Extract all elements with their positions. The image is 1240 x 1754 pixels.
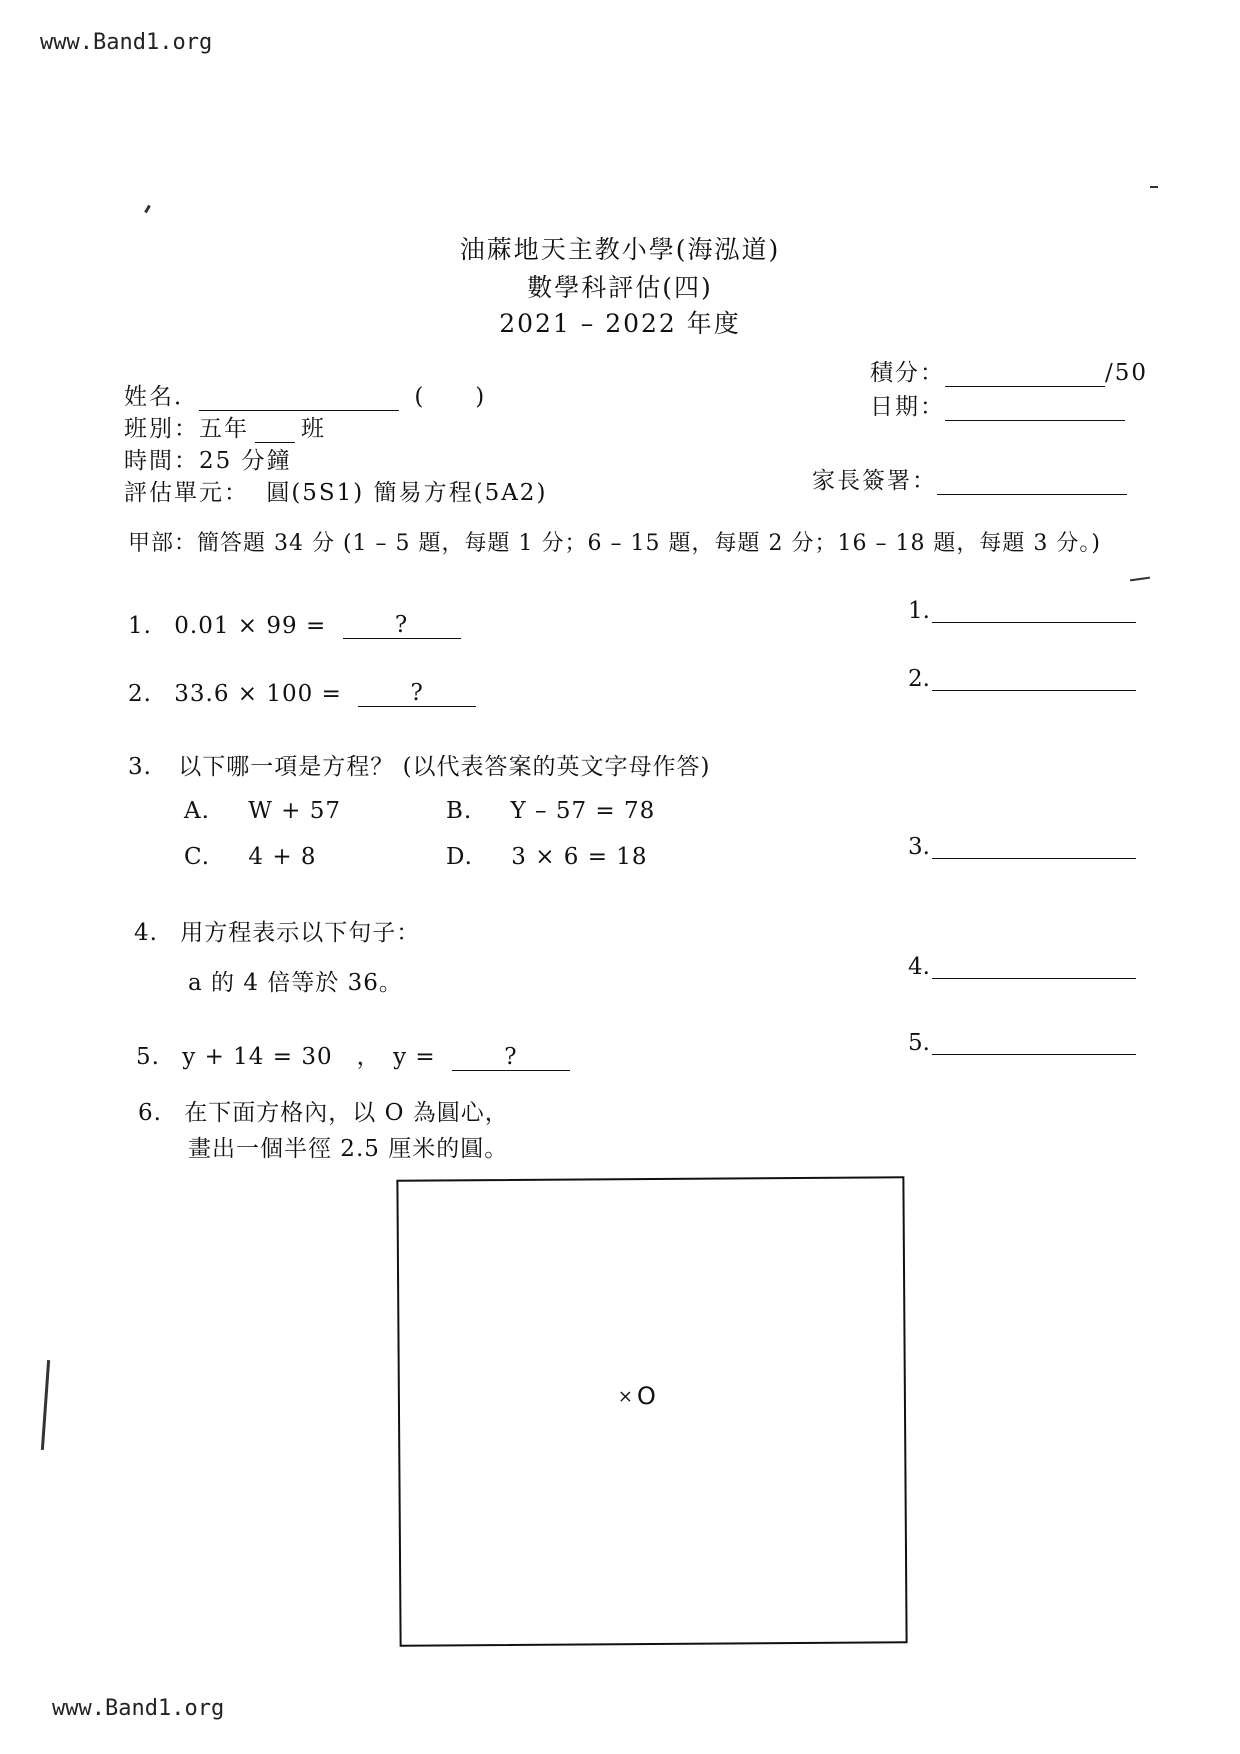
option-c [184,844,317,870]
name-row [124,378,486,411]
class-suffix: 班 [301,416,326,442]
signature-row [812,462,1127,495]
question-4 [134,914,420,947]
question-text: 用方程表示以下句子： [180,920,421,946]
answer-number: 2. [908,666,930,692]
school-name: 油蔴地天主教小學(海泓道) [459,235,781,264]
scan-speck [1130,577,1150,582]
score-row [870,354,1148,387]
answer-4 [908,954,1138,980]
question-number: 6. [138,1100,162,1126]
answer-5 [908,1030,1138,1056]
scan-speck [1150,186,1158,188]
answer-line[interactable] [932,690,1136,691]
question-6 [138,1094,509,1127]
scan-mark [41,1360,50,1450]
unit-value: 圓(5S1) 簡易方程(5A2) [266,480,548,506]
score-field[interactable] [945,364,1105,387]
section-heading: 甲部：簡答題 34 分 (1 – 5 題，每題 1 分；6 – 15 題，每題 2 分；16 – 18 題，每題 3 分。) [128,531,1102,556]
time-label: 時間：25 分鐘 [124,448,292,474]
answer-number: 1. [908,598,930,624]
option-text: Y – 57 = 78 [510,798,656,824]
class-label: 班別： [124,416,199,442]
question-text: 以下哪一項是方程？ (以代表答案的英文字母作答) [178,754,711,780]
score-label: 積分： [870,360,945,386]
question-6-line2: 畫出一個半徑 2.5 厘米的圓。 [188,1136,509,1162]
answer-2 [908,666,1138,692]
question-text: 33.6 × 100 = [174,681,342,707]
class-number-paren: ( ) [414,384,487,410]
unit-row [124,474,547,507]
center-label: O [636,1381,656,1411]
option-text: 4 + 8 [248,844,317,870]
option-letter: B. [446,798,473,824]
unit-label: 評估單元： [124,480,249,506]
answer-number: 4. [908,954,930,980]
question-text: y + 14 = 30 ， y = [182,1044,436,1070]
option-a [184,798,341,824]
answer-number: 5. [908,1030,930,1056]
answer-1 [908,598,1138,624]
signature-label: 家長簽署： [812,468,937,494]
question-number: 3. [128,754,152,780]
signature-field[interactable] [937,472,1127,495]
option-text: 3 × 6 = 18 [511,844,648,870]
question-4-sentence: a 的 4 倍等於 36。 [188,970,403,996]
option-letter: A. [184,798,210,824]
question-number: 2. [128,681,152,707]
question-2 [128,680,476,707]
date-row [870,388,1125,421]
question-text: 0.01 × 99 = [174,613,327,639]
answer-number: 3. [908,834,930,860]
drawing-box[interactable] [396,1176,907,1647]
name-label: 姓名． [124,384,199,410]
answer-line[interactable] [932,978,1136,979]
answer-line[interactable] [932,858,1136,859]
school-year: 2021 – 2022 年度 [499,309,741,338]
question-number: 1. [128,613,152,639]
class-row [124,410,326,443]
question-3 [128,748,711,781]
option-letter: C. [184,844,211,870]
question-text: 在下面方格內，以 O 為圓心， [184,1100,509,1126]
question-blank: ? [452,1044,570,1071]
option-letter: D. [446,844,473,870]
option-text: W + 57 [248,798,342,824]
question-number: 5. [136,1044,160,1070]
answer-line[interactable] [932,1054,1136,1055]
score-total: /50 [1105,360,1149,386]
watermark-top: www.Band1.org [40,30,213,55]
question-blank: ? [358,680,476,707]
watermark-bottom: www.Band1.org [52,1696,225,1721]
option-b [446,798,655,824]
question-1 [128,612,461,639]
question-5 [136,1038,570,1071]
option-d [446,844,648,870]
class-grade: 五年 [199,416,249,442]
answer-line[interactable] [932,622,1136,623]
assessment-title: 數學科評估(四) [527,273,713,302]
center-point-mark: × [617,1386,634,1408]
answer-3 [908,834,1138,860]
scan-speck [144,205,151,213]
question-number: 4. [134,920,158,946]
date-label: 日期： [870,394,945,420]
name-field[interactable] [199,388,399,411]
date-field[interactable] [945,398,1125,421]
question-blank: ? [343,612,461,639]
class-field[interactable] [255,420,295,443]
